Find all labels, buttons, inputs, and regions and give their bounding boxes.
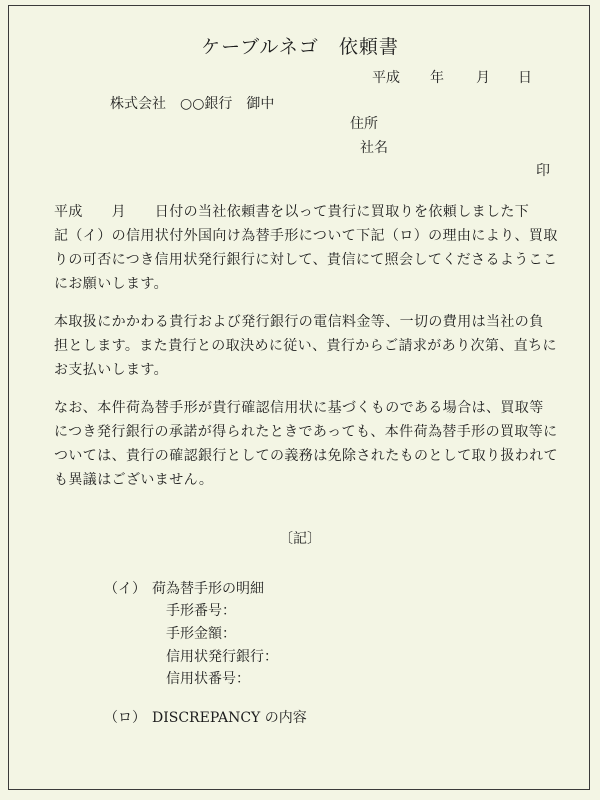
company-name-label: 社名 [360, 140, 388, 156]
address-label: 住所 [350, 116, 378, 132]
document-title: ケーブルネゴ 依頼書 [201, 36, 399, 58]
paragraph-fees [54, 310, 557, 382]
ki-heading: 〔記〕 [279, 531, 321, 547]
date-month: 月 [476, 70, 490, 86]
item-ro-marker: （ロ） [104, 710, 146, 726]
bill-amount-field: 手形金額： [166, 626, 236, 642]
paragraph-line: なお、本件荷為替手形が貴行確認信用状に基づくものである場合は、買取等 [54, 400, 544, 416]
date-line [372, 67, 532, 87]
issuing-bank-field: 信用状発行銀行： [166, 649, 278, 665]
paragraph-line: につき発行銀行の承諾が得られたときであっても、本件荷為替手形の買取等に [54, 424, 558, 440]
date-day: 日 [518, 70, 532, 86]
paragraph-line: 平成 月 日付の当社依頼書を以って貴行に買取りを依頼しました下 [54, 204, 530, 220]
addressee: 株式会社 ○○銀行 御中 [110, 96, 275, 112]
paragraph-request [54, 200, 558, 296]
item-ro-title: DISCREPANCY の内容 [152, 710, 307, 726]
paragraph-line: にお願いします。 [54, 276, 169, 292]
lc-number-field: 信用状番号： [166, 671, 250, 687]
paragraph-line: お支払いします。 [54, 362, 169, 378]
item-ro-heading [104, 707, 307, 727]
paragraph-line: ついては、貴行の確認銀行としての義務は免除されたものとして取り扱われて [54, 448, 558, 464]
paragraph-line: も異議はございません。 [54, 472, 214, 488]
paragraph-line: りの可否につき信用状発行銀行に対して、貴信にて照会してくださるようここ [54, 252, 558, 268]
paragraph-line: 記（イ）の信用状付外国向け為替手形について下記（ロ）の理由により、買取 [54, 228, 558, 244]
date-year: 年 [430, 70, 444, 86]
item-i-marker: （イ） [104, 581, 146, 597]
seal-mark: 印 [536, 163, 550, 179]
item-i-title: 荷為替手形の明細 [152, 581, 264, 597]
bill-number-field: 手形番号： [166, 603, 236, 619]
paragraph-confirmation [54, 396, 558, 492]
paragraph-line: 本取扱にかかわる貴行および発行銀行の電信料金等、一切の費用は当社の負 [54, 314, 544, 330]
item-i-heading [104, 578, 264, 598]
paragraph-line: 担とします。また貴行との取決めに従い、貴行からご請求があり次第、直ちに [54, 338, 557, 354]
date-era: 平成 [372, 70, 400, 86]
